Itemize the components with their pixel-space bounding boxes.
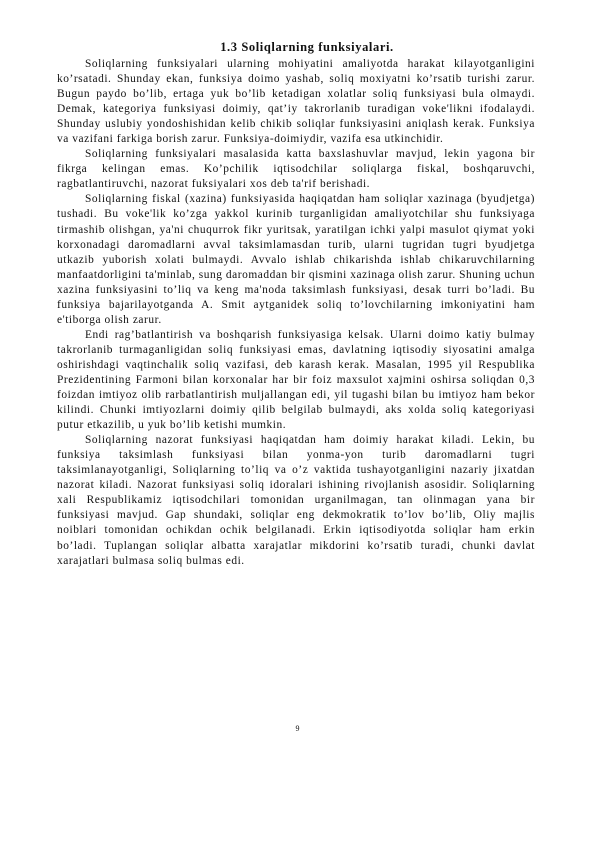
paragraph-functions-intro: Soliqlarning funksiyalari ularning mohiyatini amaliyotda harakat kilayotganligini ko’rsatadi. Shunday ekan, funksiya doimo yashab, soliq moxiyatni ko’rsatib turishi zarur. Bugun paydo bo’lib, ertaga yuk bo’lib ketadigan xolatlar soliq funksiyasi bula olmaydi. Demak, kategoriya funksiyasi doimiy, qat’iy takrorlanib turadigan voke'likni ifodalaydi. Shunday uslubiy yondoshishidan kelib chikib soliqlar funksiyasini aniqlash kerak. Funksiya va vazifani farkiga borish zarur. Funksiya-doimiydir, vazifa esa utkinchidir. <box>57 58 535 146</box>
section-title: 1.3 Soliqlarning funksiyalari. <box>220 40 394 54</box>
paragraph-incentive-function: Endi rag’batlantirish va boshqarish funksiyasiga kelsak. Ularni doimo katiy bulmay takrorlanib turmaganligidan soliq funksiyasi emas, davlatning iqtisodiy siyosatini amalga oshirishdagi vaqtinchalik soliq vazifasi, deb karash kerak. Masalan, 1995 yil Respublika Prezidentining Farmoni bilan korxonalar har bir foiz maxsulot xajmini oshirsa soliqdan 0,3 foizdan imtiyoz olib rarbatlantirish muljallangan edi, yil tugashi bilan bu imtiyoz ham bekor kilindi. Chunki imtiyozlarni doimiy qilib belgilab bulmaydi, aks xolda soliq kategoriyasi putur etkazilib, u yuk bo’lib ketishi mumkin. <box>57 328 535 432</box>
page-number: 9 <box>295 724 300 733</box>
paragraph-control-function: Soliqlarning nazorat funksiyasi haqiqatdan ham doimiy harakat kiladi. Lekin, bu funksiya taksimlash funksiyasi bilan yonma-yon turib daromadlarni tugri taksimlanayotganligi, Soliqlarning to’liq va o’z vaktida tushayotganligini nazariy jixatdan nazorat kiladi. Nazorat funksiyasi soliq idoralari ishining rivojlanish asosidir. Soliqlarning xali Respublikamiz iqtisodchilari tomonidan urganilmagan, tan olinmagan yana bir funksiyasi mavjud. Gap shundaki, soliqlar eng dekmokratik to’lov bo’lib, Oliy majlis noiblari tomonidan ochikdan ochik belgilanadi. Erkin iqtisodiyotda soliqlar ham erkin bo’ladi. Tuplangan soliqlar albatta xarajatlar mikdorini ko’rsatib turadi, chunki davlat xarajatlari bulmasa soliq bulmas edi. <box>57 434 535 567</box>
paragraph-functions-debate: Soliqlarning funksiyalari masalasida katta baxslashuvlar mavjud, lekin yagona bir fikrga kelingan emas. Ko’pchilik iqtisodchilar soliqlarga fiskal, boshqaruvchi, ragbatlantiruvchi, nazorat fuksiyalari xos deb ta'rif berishadi. <box>57 148 535 191</box>
paragraph-fiscal-function: Soliqlarning fiskal (xazina) funksiyasida haqiqatdan ham soliqlar xazinaga (byudjetga) tushadi. Bu voke'lik ko’zga yakkol kurinib turganligidan amaliyotchilar shu funksiyaga tirmashib olishgan, ya'ni chuqurrok fikr yuritsak, yaratilgan ichki yalpi masulot qiymat yoki korxonadagi daromadlarni avval taksimlamasdan turib, ularni tugridan tugri byudjetga utkazib yuborish xolati bulmaydi. Avvalo ishlab chikarishda ishlab chikaruvchilarning manfaatdorligini ta'minlab, sung daromaddan bir qismini xazinaga olish zarur. Shuning uchun xazina funksiyasini to’liq va keng ma'noda taksimlash funksiyasi, desak turri bo’ladi. Bu funksiya bajarilayotganda A. Smit aytganidek soliq to’lovchilarning imkoniyatini ham e'tiborga olish zarur. <box>57 193 535 326</box>
document-page <box>57 40 535 569</box>
